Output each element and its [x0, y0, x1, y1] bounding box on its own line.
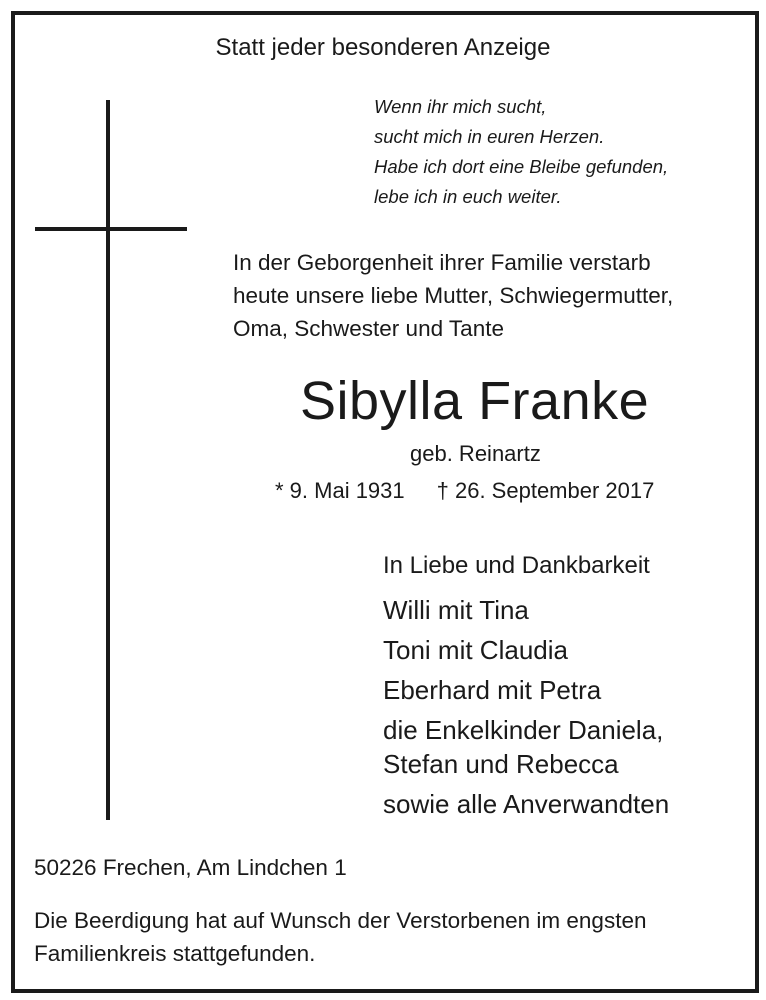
poem-line: Habe ich dort eine Bleibe gefunden, — [374, 156, 669, 177]
intro-text — [233, 246, 673, 345]
mourner-line: sowie alle Anverwandten — [383, 789, 670, 819]
death-date: † 26. September 2017 — [436, 478, 655, 503]
cross-vertical-bar — [106, 100, 110, 820]
header-text: Statt jeder besonderen Anzeige — [215, 34, 551, 61]
mourners-list — [383, 590, 669, 824]
intro-line: heute unsere liebe Mutter, Schwiegermutter, — [233, 283, 674, 308]
mourners-intro: In Liebe und Dankbarkeit — [383, 552, 650, 579]
mourner-line: Willi mit Tina — [383, 595, 529, 625]
mourner-line: Stefan und Rebecca — [383, 749, 619, 779]
maiden-name: geb. Reinartz — [410, 441, 541, 466]
notice-line: Die Beerdigung hat auf Wunsch der Verstorbenen im engsten — [34, 908, 647, 933]
intro-line: In der Geborgenheit ihrer Familie verstarb — [233, 250, 651, 275]
poem-line: lebe ich in euch weiter. — [374, 186, 562, 207]
funeral-notice — [34, 904, 646, 970]
notice-line: Familienkreis stattgefunden. — [34, 941, 316, 966]
deceased-name: Sibylla Franke — [300, 371, 650, 431]
intro-line: Oma, Schwester und Tante — [233, 316, 504, 341]
life-dates — [275, 478, 654, 504]
cross-horizontal-bar — [35, 227, 187, 231]
poem — [374, 92, 668, 212]
poem-line: sucht mich in euren Herzen. — [374, 126, 605, 147]
mourner-line: die Enkelkinder Daniela, — [383, 715, 664, 745]
poem-line: Wenn ihr mich sucht, — [374, 96, 547, 117]
mourner-line: Toni mit Claudia — [383, 635, 568, 665]
address: 50226 Frechen, Am Lindchen 1 — [34, 855, 347, 880]
birth-date: * 9. Mai 1931 — [275, 478, 405, 503]
mourner-line: Eberhard mit Petra — [383, 675, 602, 705]
